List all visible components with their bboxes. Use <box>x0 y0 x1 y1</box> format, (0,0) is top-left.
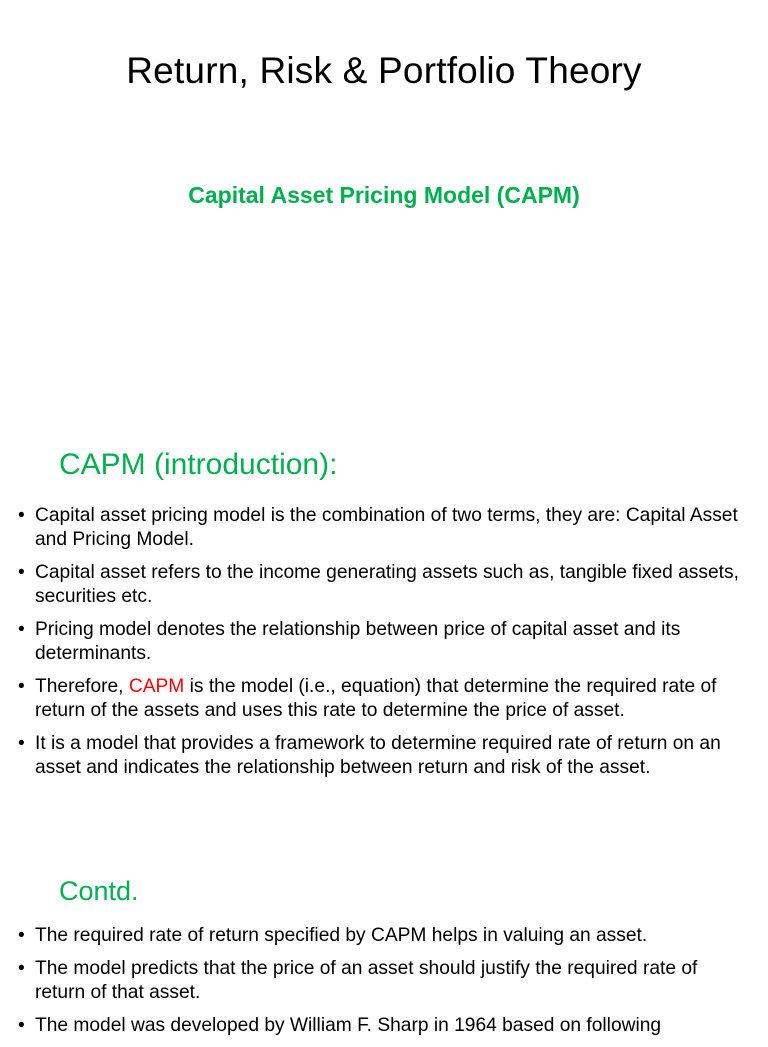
bullet-text: It is a model that provides a framework to determine required rate of return on an asset and indicates the relationship between return and risk of the asset. <box>35 733 721 778</box>
bullet-text: The model was developed by William F. Sharp in 1964 based on following <box>35 1015 662 1036</box>
main-title: Return, Risk & Portfolio Theory <box>126 50 642 91</box>
intro-bullet-list <box>18 504 748 789</box>
intro-slide <box>0 432 768 864</box>
list-item <box>18 732 748 780</box>
bullet-text: The required rate of return specified by CAPM helps in valuing an asset. <box>35 925 648 946</box>
contd-heading: Contd. <box>59 876 139 906</box>
bullet-icon: • <box>18 733 25 754</box>
bullet-icon: • <box>18 1015 25 1036</box>
bullet-icon: • <box>18 562 25 583</box>
bullet-text: The model predicts that the price of an asset should justify the required rate of return of that asset. <box>35 958 698 1003</box>
list-item <box>18 957 748 1005</box>
list-item <box>18 924 748 948</box>
bullet-text: Capital asset refers to the income generating assets such as, tangible fixed assets, securities etc. <box>35 562 739 607</box>
subtitle: Capital Asset Pricing Model (CAPM) <box>188 182 580 208</box>
intro-heading: CAPM (introduction): <box>59 448 338 481</box>
bullet-icon: • <box>18 676 25 697</box>
bullet-icon: • <box>18 925 25 946</box>
bullet-icon: • <box>18 505 25 526</box>
list-item <box>18 504 748 552</box>
list-item <box>18 618 748 666</box>
contd-slide <box>0 864 768 1036</box>
list-item <box>18 1014 748 1038</box>
bullet-text <box>35 676 717 721</box>
list-item <box>18 561 748 609</box>
list-item <box>18 675 748 723</box>
capm-highlight: CAPM <box>128 676 185 697</box>
bullet-icon: • <box>18 619 25 640</box>
bullet-text: Capital asset pricing model is the combination of two terms, they are: Capital Asset and Pricing Model. <box>35 505 738 550</box>
bullet-text: Pricing model denotes the relationship between price of capital asset and its determinants. <box>35 619 681 664</box>
contd-bullet-list <box>18 924 748 1047</box>
bullet-text-after: is the model (i.e., equation) that determine the required rate of return of the assets and uses this rate to determine the price of asset. <box>35 676 717 721</box>
bullet-text-before: Therefore, <box>35 676 129 697</box>
title-slide <box>0 0 768 432</box>
bullet-icon: • <box>18 958 25 979</box>
